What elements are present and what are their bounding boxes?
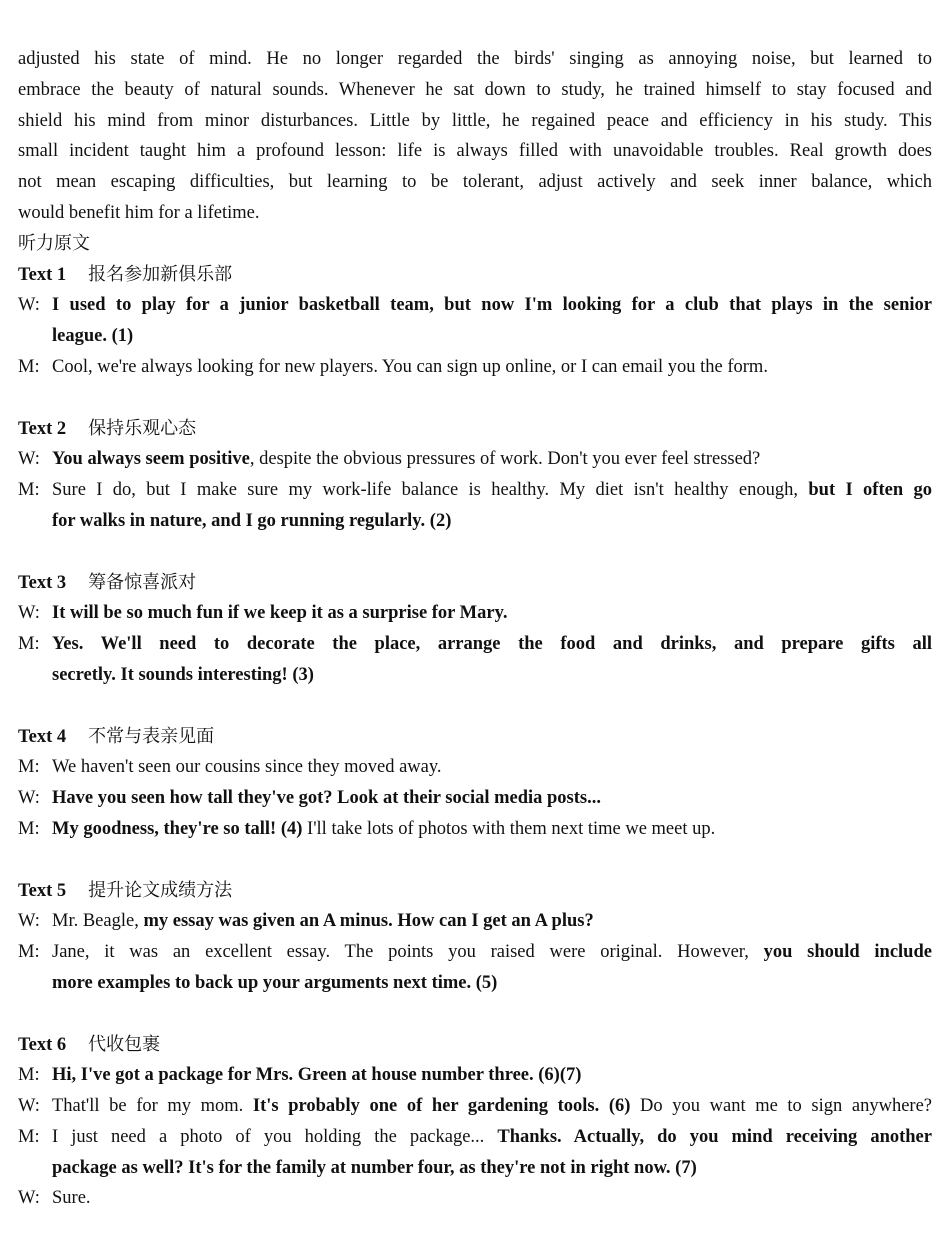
plain-text: Mr. Beagle, <box>52 911 144 932</box>
section-heading <box>18 414 932 445</box>
speaker-label: M: <box>18 1126 40 1147</box>
speaker-label: W: <box>18 911 40 932</box>
text-label: Text 4 <box>18 726 67 747</box>
dialogue-line <box>18 598 932 629</box>
plain-text: Sure I do, but I make sure my work-life balance is healthy. My diet isn't healthy enough, <box>52 480 809 501</box>
dialogue-line <box>18 1060 932 1091</box>
text-label: Text 3 <box>18 572 67 593</box>
plain-text: That'll be for my mom. <box>52 1096 253 1117</box>
transcript-list <box>18 260 932 1215</box>
dialogue-line <box>18 783 932 814</box>
dialogue-line <box>18 506 932 537</box>
bold-text: Have you seen how tall they've got? Look at their social media posts... <box>52 788 601 809</box>
dialogue-line <box>18 1122 932 1153</box>
document-page <box>18 44 932 1214</box>
intro-line: small incident taught him a profound lesson: life is always filled with unavoidable troubles. Real growth does <box>18 141 932 162</box>
intro-line: shield his mind from minor disturbances. Little by little, he regained peace and efficiency in his study. This <box>18 110 932 131</box>
text-title: 筹备惊喜派对 <box>88 571 197 593</box>
text-label: Text 1 <box>18 264 67 285</box>
section-gap <box>18 845 932 876</box>
bold-text: Yes. We'll need to decorate the place, arrange the food and drinks, and prepare gifts all <box>52 634 932 655</box>
speaker-label: W: <box>18 1096 40 1117</box>
dialogue-line <box>18 290 932 321</box>
bold-text: secretly. It sounds interesting! (3) <box>52 664 314 685</box>
transcript-section <box>18 568 932 691</box>
section-gap <box>18 691 932 722</box>
speaker-label: W: <box>18 788 40 809</box>
dialogue-line <box>18 814 932 845</box>
section-gap <box>18 999 932 1030</box>
dialogue-line <box>18 752 932 783</box>
speaker-label: M: <box>18 634 40 655</box>
text-title: 保持乐观心态 <box>88 417 197 439</box>
dialogue-line <box>18 1183 932 1214</box>
section-heading <box>18 722 932 753</box>
section-heading <box>18 260 932 291</box>
plain-text: Cool, we're always looking for new players. You can sign up online, or I can email you the form. <box>52 356 768 377</box>
bold-text: more examples to back up your arguments next time. (5) <box>52 972 498 993</box>
plain-text: We haven't seen our cousins since they moved away. <box>52 757 442 778</box>
speaker-label: W: <box>18 295 40 316</box>
dialogue-line <box>18 937 932 968</box>
bold-text: league. (1) <box>52 326 134 347</box>
dialogue-line <box>18 475 932 506</box>
speaker-label: W: <box>18 449 40 470</box>
section-gap <box>18 537 932 568</box>
speaker-label: W: <box>18 1188 40 1209</box>
transcript-section <box>18 1030 932 1215</box>
speaker-label: M: <box>18 1065 40 1086</box>
bold-text: for walks in nature, and I go running regularly. (2) <box>52 510 452 531</box>
plain-text: I just need a photo of you holding the package... <box>52 1126 498 1147</box>
text-label: Text 5 <box>18 880 67 901</box>
text-title: 代收包裹 <box>88 1033 161 1055</box>
text-label: Text 2 <box>18 418 67 439</box>
dialogue-line <box>18 968 932 999</box>
dialogue-line <box>18 444 932 475</box>
speaker-label: M: <box>18 356 40 377</box>
bold-text: It's probably one of her gardening tools. (6) <box>252 1096 631 1117</box>
plain-text: Sure. <box>52 1188 91 1209</box>
text-title: 不常与表亲见面 <box>88 725 215 747</box>
transcript-section <box>18 876 932 999</box>
bold-text: I used to play for a junior basketball team, but now I'm looking for a club that plays in the senior <box>52 295 932 316</box>
speaker-label: M: <box>18 942 40 963</box>
dialogue-line <box>18 1091 932 1122</box>
speaker-label: M: <box>18 480 40 501</box>
speaker-label: W: <box>18 603 40 624</box>
section-title: 听力原文 <box>18 232 90 254</box>
transcript-section <box>18 722 932 845</box>
plain-text: I'll take lots of photos with them next time we meet up. <box>302 818 716 839</box>
section-heading <box>18 1030 932 1061</box>
dialogue-line <box>18 660 932 691</box>
section-heading <box>18 876 932 907</box>
bold-text: but I often go <box>808 480 932 501</box>
text-title: 提升论文成绩方法 <box>88 879 233 901</box>
plain-text: , despite the obvious pressures of work. Don't you ever feel stressed? <box>249 449 761 470</box>
dialogue-line <box>18 352 932 383</box>
bold-text: My goodness, they're so tall! (4) <box>52 818 303 839</box>
plain-text: Jane, it was an excellent essay. The points you raised were original. However, <box>52 942 764 963</box>
plain-text: Do you want me to sign anywhere? <box>630 1096 932 1117</box>
section-gap <box>18 383 932 414</box>
intro-line: would benefit him for a lifetime. <box>18 202 260 223</box>
bold-text: Thanks. Actually, do you mind receiving another <box>497 1126 932 1147</box>
intro-line: adjusted his state of mind. He no longer regarded the birds' singing as annoying noise, but learned to <box>18 49 932 69</box>
bold-text: Hi, I've got a package for Mrs. Green at house number three. (6)(7) <box>52 1065 582 1086</box>
dialogue-line <box>18 321 932 352</box>
bold-text: my essay was given an A minus. How can I get an A plus? <box>143 911 594 932</box>
bold-text: It will be so much fun if we keep it as a surprise for Mary. <box>52 603 508 624</box>
intro-line: embrace the beauty of natural sounds. Whenever he sat down to study, he trained himself to stay focused and <box>18 79 932 100</box>
transcript-section <box>18 414 932 537</box>
dialogue-line <box>18 629 932 660</box>
bold-text: You always seem positive <box>52 449 250 470</box>
bold-text: you should include <box>763 942 932 963</box>
speaker-label: M: <box>18 757 40 778</box>
text-title: 报名参加新俱乐部 <box>88 263 233 285</box>
intro-line: not mean escaping difficulties, but learning to be tolerant, adjust actively and seek inner balance, which <box>18 172 932 193</box>
section-heading <box>18 568 932 599</box>
speaker-label: M: <box>18 818 40 839</box>
dialogue-line <box>18 1153 932 1184</box>
transcript-section <box>18 260 932 383</box>
dialogue-line <box>18 906 932 937</box>
bold-text: package as well? It's for the family at number four, as they're not in right now. (7) <box>52 1157 697 1178</box>
intro-paragraph <box>18 44 932 229</box>
text-label: Text 6 <box>18 1034 67 1055</box>
